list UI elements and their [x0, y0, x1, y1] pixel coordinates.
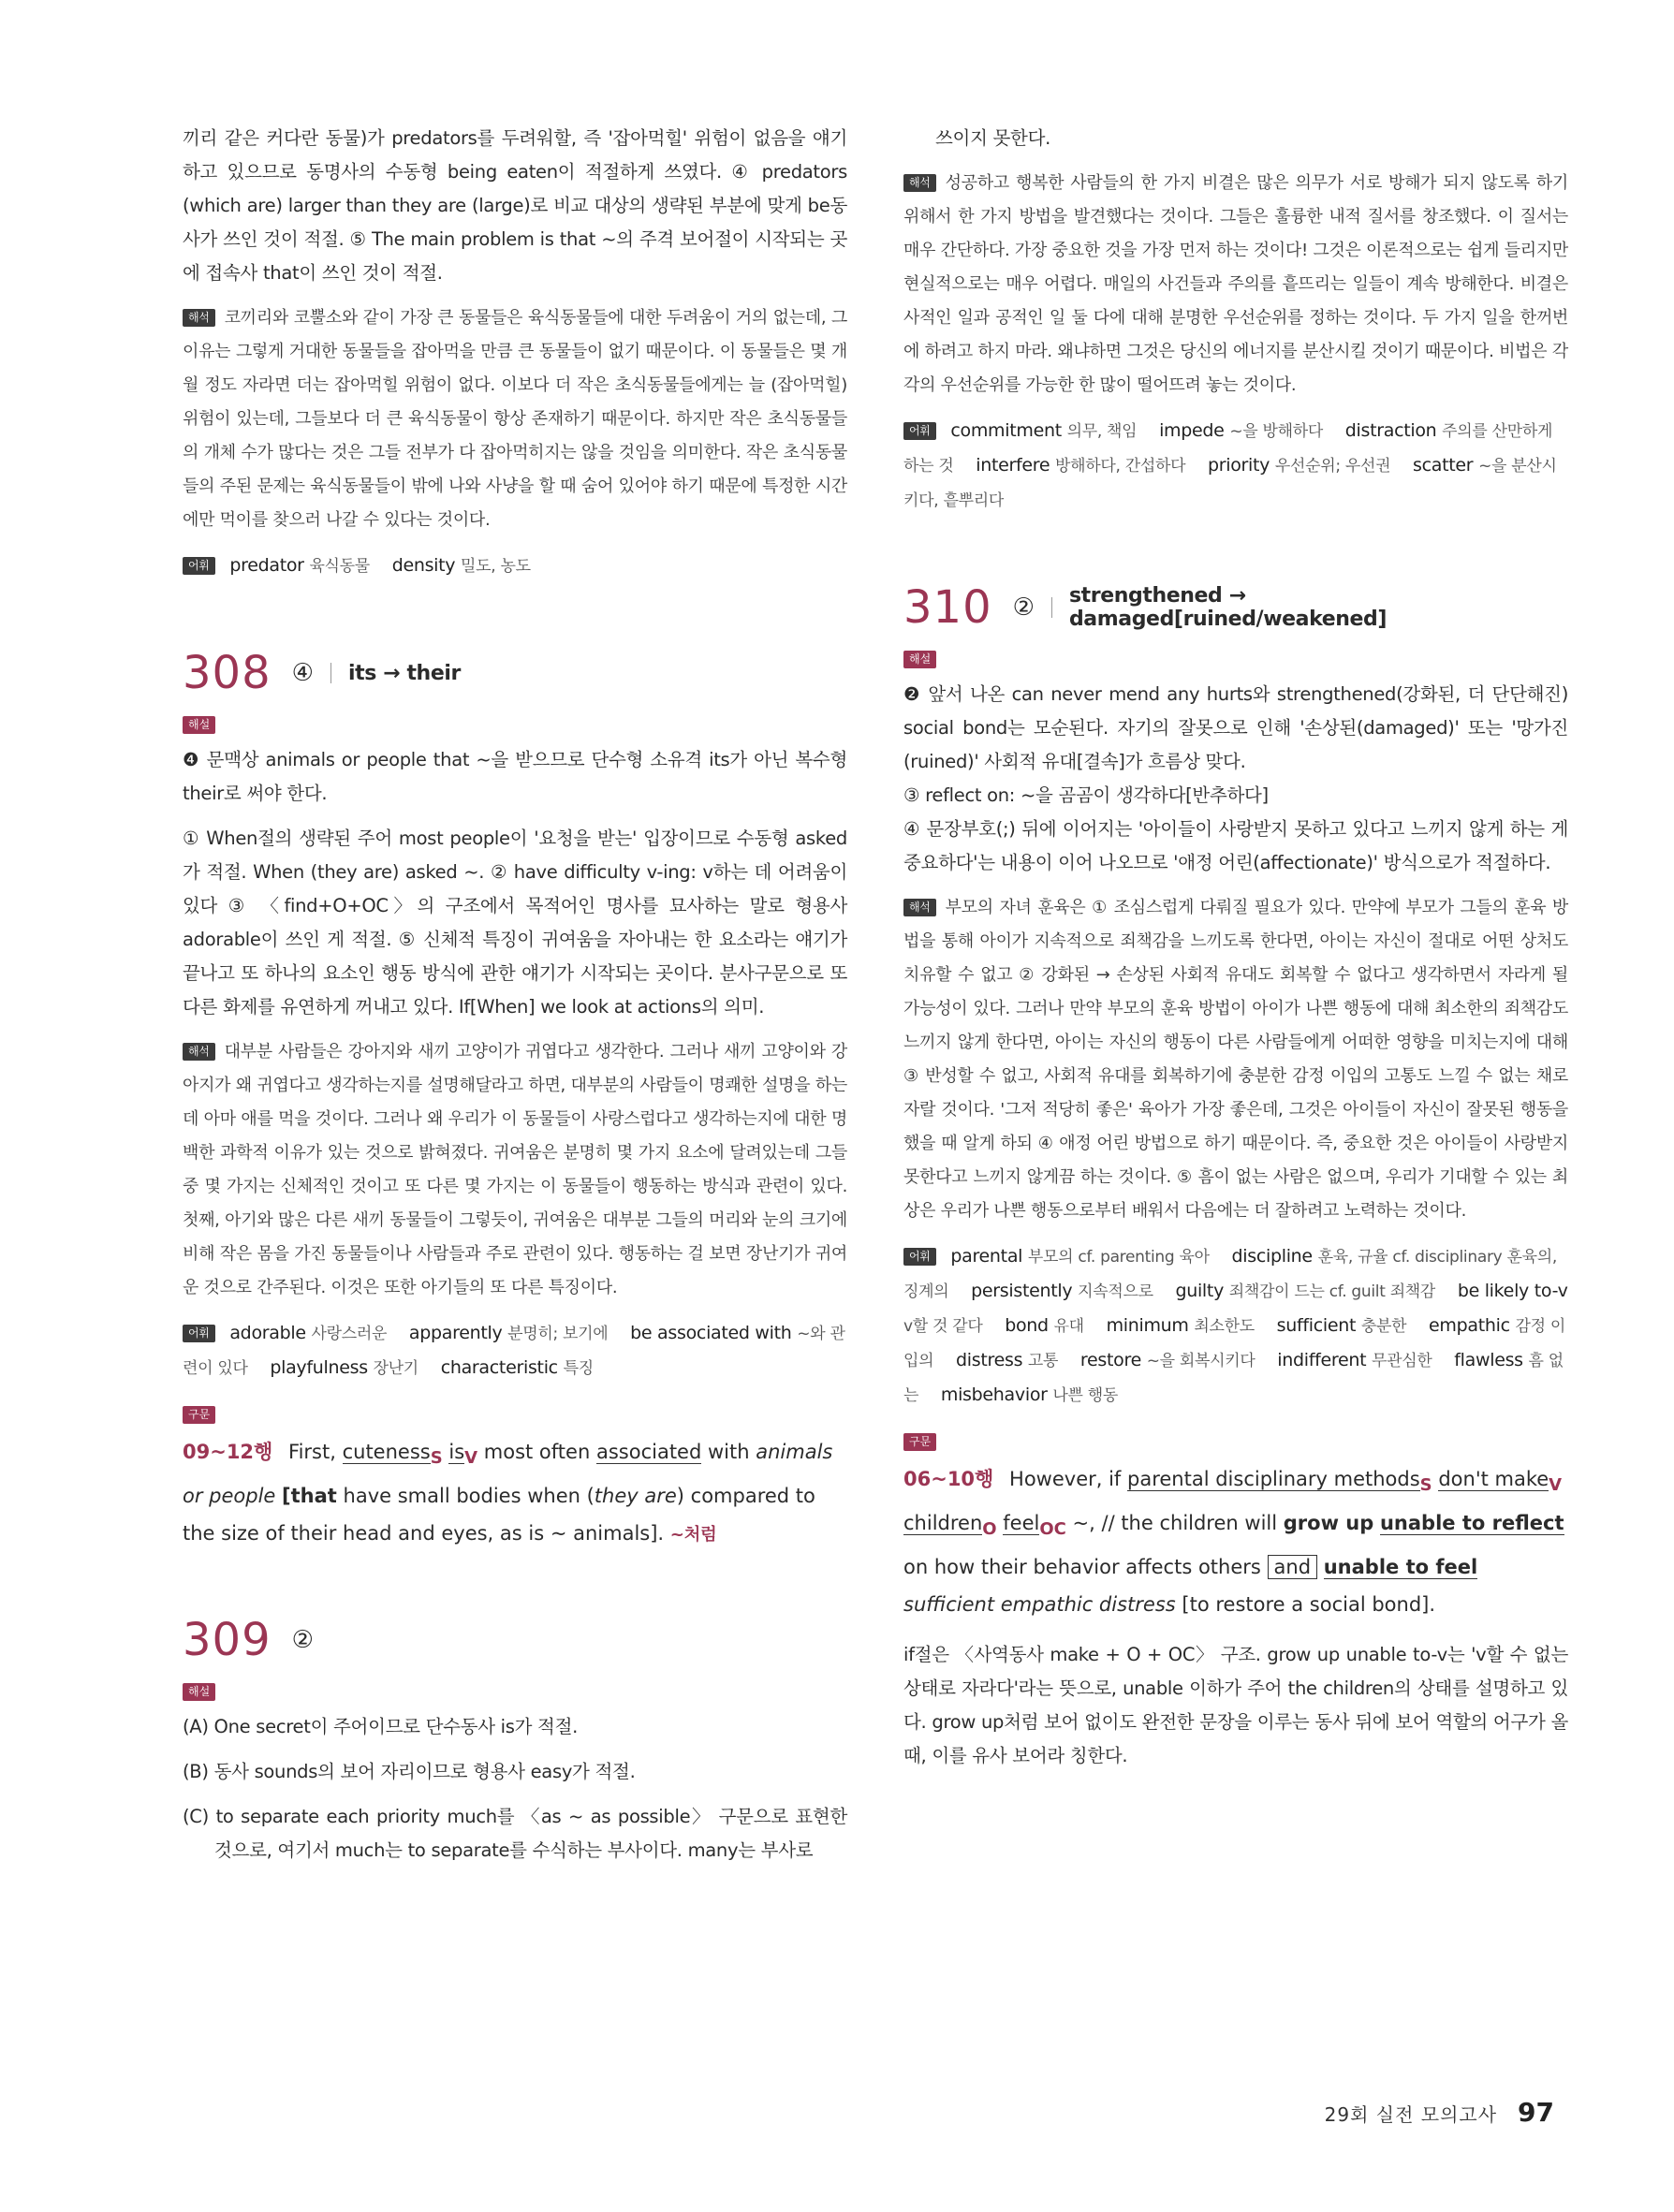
syntax-text: ~, // the children will [1072, 1512, 1278, 1535]
syntax-bold: unable to feel [1323, 1556, 1478, 1579]
tag-haeseok: 해석 [903, 899, 936, 916]
q310-vocab [903, 1239, 1568, 1413]
verb-mark: V [464, 1448, 478, 1469]
vocab-term: playfulness [270, 1357, 368, 1378]
subject-mark: S [1419, 1475, 1432, 1496]
vocab-term: misbehavior [940, 1384, 1048, 1405]
vocab-def: 충분한 [1360, 1317, 1407, 1336]
q309-line-a: (A) One secret이 주어이므로 단수동사 is가 적절. [183, 1716, 579, 1738]
subject-mark: S [430, 1448, 443, 1469]
vocab-def: 분명히; 보기에 [507, 1325, 609, 1343]
continued-line: 쓰이지 못한다. [935, 127, 1051, 149]
syntax-text: have small bodies when ( [343, 1485, 595, 1508]
question-number: 310 [903, 581, 992, 634]
question-answer: ④ [291, 659, 314, 687]
tag-haeseok: 해석 [903, 174, 936, 192]
vocab-term: density [391, 555, 456, 576]
vocab-def: 밀도, 농도 [461, 557, 531, 576]
tag-eohwi: 어휘 [903, 1248, 936, 1266]
vocab-term: priority [1207, 455, 1270, 476]
question-answer: ② [1012, 593, 1035, 622]
syntax-subject: parental disciplinary methods [1127, 1468, 1420, 1490]
vocab-def: 사랑스러운 [311, 1325, 388, 1343]
q310-translation [903, 891, 1568, 1228]
vocab-term: guilty [1175, 1281, 1225, 1301]
vocab-def: 고통 [1027, 1352, 1059, 1370]
syntax-verb: don't make [1438, 1468, 1549, 1490]
syntax-associated: associated [595, 1441, 702, 1463]
vocab-def: ~을 회복시키다 [1146, 1352, 1256, 1370]
complement-mark: OC [1039, 1519, 1066, 1540]
vocab-def: 지속적으로 [1078, 1282, 1153, 1301]
right-column [903, 122, 1568, 1784]
q310-explain-3: ④ 문장부호(;) 뒤에 이어지는 '아이들이 사랑받지 못하고 있다고 느끼지 않게 하는 게 중요하다'는 내용이 이어 나오므로 '애정 어린(affectionate)' 방식으로가 적절하다. [903, 818, 1568, 873]
vocab-term: indifferent [1277, 1350, 1367, 1370]
vocab-term: interfere [976, 455, 1050, 476]
tag-gumun: 구문 [183, 1406, 215, 1424]
tag-gumun: 구문 [903, 1433, 936, 1451]
q308-translation [183, 1035, 847, 1305]
syntax-verb: is [448, 1441, 465, 1463]
intro-translation [183, 301, 847, 537]
left-column [183, 122, 847, 1879]
vocab-def: 무관심한 [1372, 1352, 1432, 1370]
question-answer: ② [291, 1626, 314, 1655]
q309-vocab [903, 414, 1568, 518]
tag-haeseol: 해설 [183, 1683, 215, 1701]
syntax-relative: [that [282, 1485, 337, 1508]
vocab-term: minimum [1106, 1315, 1189, 1336]
vocab-term: commitment [950, 420, 1062, 441]
question-308-header [183, 647, 847, 699]
vocab-term: discipline [1231, 1246, 1313, 1267]
q310-syntax-note: if절은 〈사역동사 make + O + OC〉 구조. grow up unable to-v는 'v할 수 없는 상태로 자라다'라는 뜻으로, unable 이하가 주어 the children의 상태를 설명하고 있다. grow up처럼 보어 없이도 완전한 문장을 이루는 동사 뒤에 보어 역할의 어구가 올 때, 이를 유사 보어라 칭한다. [903, 1644, 1568, 1767]
vocab-def: 나쁜 행동 [1052, 1386, 1118, 1405]
syntax-boxed: and [1268, 1555, 1318, 1579]
vocab-term: distress [956, 1350, 1023, 1370]
syntax-note: ~처럼 [669, 1525, 717, 1545]
vocab-term: persistently [971, 1281, 1073, 1301]
vocab-term: scatter [1413, 455, 1474, 476]
vocab-def: v할 것 같다 [903, 1317, 983, 1336]
vocab-term: be associated with [630, 1323, 792, 1343]
page-footer [1325, 2097, 1554, 2128]
divider [1051, 597, 1052, 618]
vocab-term: empathic [1429, 1315, 1510, 1336]
question-correction: its → their [347, 661, 461, 685]
tag-haeseok: 해석 [183, 1043, 215, 1061]
syntax-bold: unable to reflect [1379, 1512, 1564, 1535]
vocab-def: 주의를 산만하게 하는 것 [903, 422, 1553, 476]
vocab-def: 특징 [563, 1359, 594, 1378]
intro-vocab [183, 549, 847, 583]
vocab-def: 육식동물 [309, 557, 370, 576]
vocab-term: characteristic [440, 1357, 558, 1378]
vocab-term: restore [1079, 1350, 1141, 1370]
vocab-term: parental [950, 1246, 1023, 1267]
q309-translation [903, 167, 1568, 403]
syntax-subject: cuteness [342, 1441, 431, 1463]
vocab-term: adorable [229, 1323, 306, 1343]
syntax-italic: they are [594, 1485, 677, 1508]
syntax-italic: sufficient empathic distress [903, 1593, 1176, 1617]
syntax-text: First, [288, 1441, 336, 1463]
vocab-term: be likely to-v [1457, 1281, 1568, 1301]
tag-eohwi: 어휘 [903, 422, 936, 440]
vocab-def: 부모의 cf. parenting 육아 [1027, 1248, 1210, 1267]
vocab-def: 감정 이입의 [903, 1317, 1565, 1370]
vocab-term: bond [1005, 1315, 1049, 1336]
syntax-text: with [708, 1441, 750, 1463]
vocab-term: distraction [1344, 420, 1437, 441]
vocab-def: 방해하다, 간섭하다 [1055, 457, 1186, 476]
question-number: 308 [183, 647, 272, 699]
q309-line-b: (B) 동사 sounds의 보어 자리이므로 형용사 easy가 적절. [183, 1761, 636, 1783]
vocab-def: ~와 관련이 있다 [183, 1325, 845, 1378]
syntax-line-label: 09~12행 [183, 1441, 273, 1463]
vocab-term: predator [229, 555, 304, 576]
vocab-def: 죄책감이 드는 cf. guilt 죄책감 [1228, 1282, 1436, 1301]
syntax-text: ) compared to the size of their head and eyes, as is ~ animals]. [183, 1485, 815, 1545]
object-mark: O [982, 1519, 997, 1540]
tag-haeseok: 해석 [183, 309, 215, 327]
q309-line-c: (C) to separate each priority much를 〈as ~ as possible〉 구문으로 표현한 것으로, 여기서 much는 to separate를 수식하는 부사이다. many는 부사로 [183, 1806, 847, 1862]
q310-explain-2: ③ reflect on: ~을 곰곰이 생각하다[반추하다] [903, 784, 1269, 806]
intro-paragraph: 끼리 같은 커다란 동물)가 predators를 두려워할, 즉 '잡아먹힐' 위험이 없음을 얘기하고 있으므로 동명사의 수동형 being eaten이 적절하게 쓰였다. ④ predators (which are) larger than they are (large)로 비교 대상의 생략된 부분에 맞게 be동사가 쓰인 것이 적절. ⑤ The main problem is that ~의 주격 보어절이 시작되는 곳에 접속사 that이 쓰인 것이 적절. [183, 127, 847, 284]
vocab-term: flawless [1454, 1350, 1523, 1370]
tag-haeseol: 해설 [903, 651, 936, 668]
syntax-text: on how their behavior affects others [903, 1556, 1261, 1579]
q308-syntax [183, 1433, 847, 1554]
question-number: 309 [183, 1614, 272, 1667]
question-310-header [903, 581, 1568, 634]
syntax-line-label: 06~10행 [903, 1468, 994, 1490]
vocab-def: 의무, 책임 [1066, 422, 1138, 441]
page-number: 97 [1518, 2097, 1554, 2128]
q308-translation-text: 대부분 사람들은 강아지와 새끼 고양이가 귀엽다고 생각한다. 그러나 새끼 고양이와 강아지가 왜 귀엽다고 생각하는지를 설명해달라고 하면, 대부분의 사람들이 명쾌한 설명을 하는 데 아마 애를 먹을 것이다. 그러나 왜 우리가 이 동물들이 사랑스럽다고 생각하는지에 대한 명백한 과학적 이유가 있는 것으로 밝혀졌다. 귀여움은 분명히 몇 가지 요소에 달려있는데 그들 중 몇 가지는 신체적인 것이고 또 다른 몇 가지는 이 동물들이 행동하는 방식과 관련이 있다. 첫째, 아기와 많은 다른 새끼 동물들이 그렇듯이, 귀여움은 대부분 그들의 머리와 눈의 크기에 비해 작은 몸을 가진 동물들이나 사람들과 주로 관련이 있다. 행동하는 걸 보면 장난기가 귀여운 것으로 간주된다. 이것은 또한 아기들의 또 다른 특징이다. [183, 1042, 847, 1297]
q310-syntax [903, 1460, 1568, 1623]
question-correction: strengthened → damaged[ruined/weakened] [1068, 584, 1388, 631]
tag-eohwi: 어휘 [183, 557, 215, 575]
footer-title: 29회 실전 모의고사 [1324, 2103, 1498, 2126]
q308-explain-1: ❹ 문맥상 animals or people that ~을 받으므로 단수형 소유격 its가 아닌 복수형 their로 써야 한다. [183, 749, 847, 804]
syntax-text: However, if [1009, 1468, 1122, 1490]
vocab-def: ~을 분산시키다, 흩뿌리다 [903, 457, 1557, 510]
verb-mark: V [1549, 1475, 1563, 1496]
vocab-term: apparently [408, 1323, 503, 1343]
tag-eohwi: 어휘 [183, 1325, 215, 1342]
vocab-def: 흠 없는 [903, 1352, 1564, 1405]
q308-explain-2: ① When절의 생략된 주어 most people이 '요청을 받는' 입장이므로 수동형 asked가 적절. When (they are) asked ~. ② have difficulty v-ing: v하는 데 어려움이 있다 ③ 〈find+O+OC〉의 구조에서 목적어인 명사를 묘사하는 말로 형용사 adorable이 쓰인 게 적절. ⑤ 신체적 특징이 귀여움을 자아내는 한 요소라는 얘기가 끝나고 또 하나의 요소인 행동 방식에 관한 얘기가 시작되는 곳이다. 분사구문으로 또 다른 화제를 유연하게 꺼내고 있다. If[When] we look at actions의 의미. [183, 828, 847, 1018]
vocab-def: 유대 [1053, 1317, 1084, 1336]
syntax-bold: grow up [1283, 1512, 1374, 1535]
syntax-object: children [903, 1512, 983, 1535]
vocab-def: 최소한도 [1194, 1317, 1255, 1336]
q308-vocab [183, 1316, 847, 1385]
syntax-text: [to restore a social bond]. [1182, 1593, 1436, 1617]
vocab-def: 훈육, 규율 cf. disciplinary 훈육의, 징계의 [903, 1248, 1557, 1301]
divider [330, 663, 331, 683]
intro-translation-text: 코끼리와 코뿔소와 같이 가장 큰 동물들은 육식동물들에 대한 두려움이 거의 없는데, 그 이유는 그렇게 거대한 동물들을 잡아먹을 만큼 큰 동물들이 없기 때문이다. 이 동물들은 몇 개월 정도 자라면 더는 잡아먹힐 위험이 없다. 이보다 더 작은 초식동물들에게는 늘 (잡아먹힐) 위험이 있는데, 그들보다 더 큰 육식동물이 항상 존재하기 때문이다. 하지만 작은 초식동물들의 개체 수가 많다는 것은 그들 전부가 다 잡아먹히지는 않을 것임을 의미한다. 작은 초식동물들의 주된 문제는 육식동물들이 밖에 나와 사냥을 할 때 숨어 있어야 하기 때문에 특정한 시간에만 먹이를 찾으러 나갈 수 있다는 것이다. [183, 308, 847, 530]
syntax-italic: animals or people [183, 1441, 833, 1508]
vocab-def: 장난기 [373, 1359, 418, 1378]
vocab-term: sufficient [1276, 1315, 1357, 1336]
q309-translation-text: 성공하고 행복한 사람들의 한 가지 비결은 많은 의무가 서로 방해가 되지 않도록 하기 위해서 한 가지 방법을 발견했다는 것이다. 그들은 훌륭한 내적 질서를 창조했다. 이 질서는 매우 간단하다. 가장 중요한 것을 가장 먼저 하는 것이다! 그것은 이론적으로는 쉽게 들리지만 현실적으로는 매우 어렵다. 매일의 사건들과 주의를 흩뜨리는 일들이 계속 방해한다. 비결은 사적인 일과 공적인 일 둘 다에 대해 분명한 우선순위를 정하는 것이다. 두 가지 일을 한꺼번에 하려고 하지 마라. 왜냐하면 그것은 당신의 에너지를 분산시킬 것이기 때문이다. 비법은 각각의 우선순위를 가능한 한 많이 떨어뜨려 놓는 것이다. [903, 173, 1568, 395]
syntax-text: most often [483, 1441, 591, 1463]
q310-explain-1: ❷ 앞서 나온 can never mend any hurts와 strengthened(강화된, 더 단단해진) social bond는 모순된다. 자기의 잘못으로 인해 '손상된(damaged)' 또는 '망가진(ruined)' 사회적 유대[결속]가 흐름상 맞다. [903, 683, 1568, 772]
vocab-term: impede [1159, 420, 1225, 441]
vocab-def: 우선순위; 우선권 [1274, 457, 1391, 476]
vocab-def: ~을 방해하다 [1229, 422, 1323, 441]
syntax-complement: feel [1003, 1512, 1040, 1535]
question-309-header [183, 1614, 847, 1666]
q310-translation-text: 부모의 자녀 훈육은 ① 조심스럽게 다뤄질 필요가 있다. 만약에 부모가 그들의 훈육 방법을 통해 아이가 지속적으로 죄책감을 느끼도록 한다면, 아이는 자신이 절대로 어떤 상처도 치유할 수 없고 ② 강화된 → 손상된 사회적 유대도 회복할 수 없다고 생각하면서 자라게 될 가능성이 있다. 그러나 만약 부모의 훈육 방법이 아이가 나쁜 행동에 대해 최소한의 죄책감도 느끼지 않게 한다면, 아이는 자신의 행동이 다른 사람들에게 어떠한 영향을 미치는지에 대해 ③ 반성할 수 없고, 사회적 유대를 회복하기에 충분한 감정 이입의 고통도 느낄 수 없는 채로 자랄 것이다. '그저 적당히 좋은' 육아가 가장 좋은데, 그것은 아이들이 자신이 잘못된 행동을 했을 때 알게 하되 ④ 애정 어린 방법으로 하기 때문이다. 즉, 중요한 것은 아이들이 사랑받지 못한다고 느끼지 않게끔 하는 것이다. ⑤ 흠이 없는 사람은 없으며, 우리가 기대할 수 있는 최상은 우리가 나쁜 행동으로부터 배워서 다음에는 더 잘하려고 노력하는 것이다. [903, 898, 1568, 1221]
tag-haeseol: 해설 [183, 716, 215, 734]
